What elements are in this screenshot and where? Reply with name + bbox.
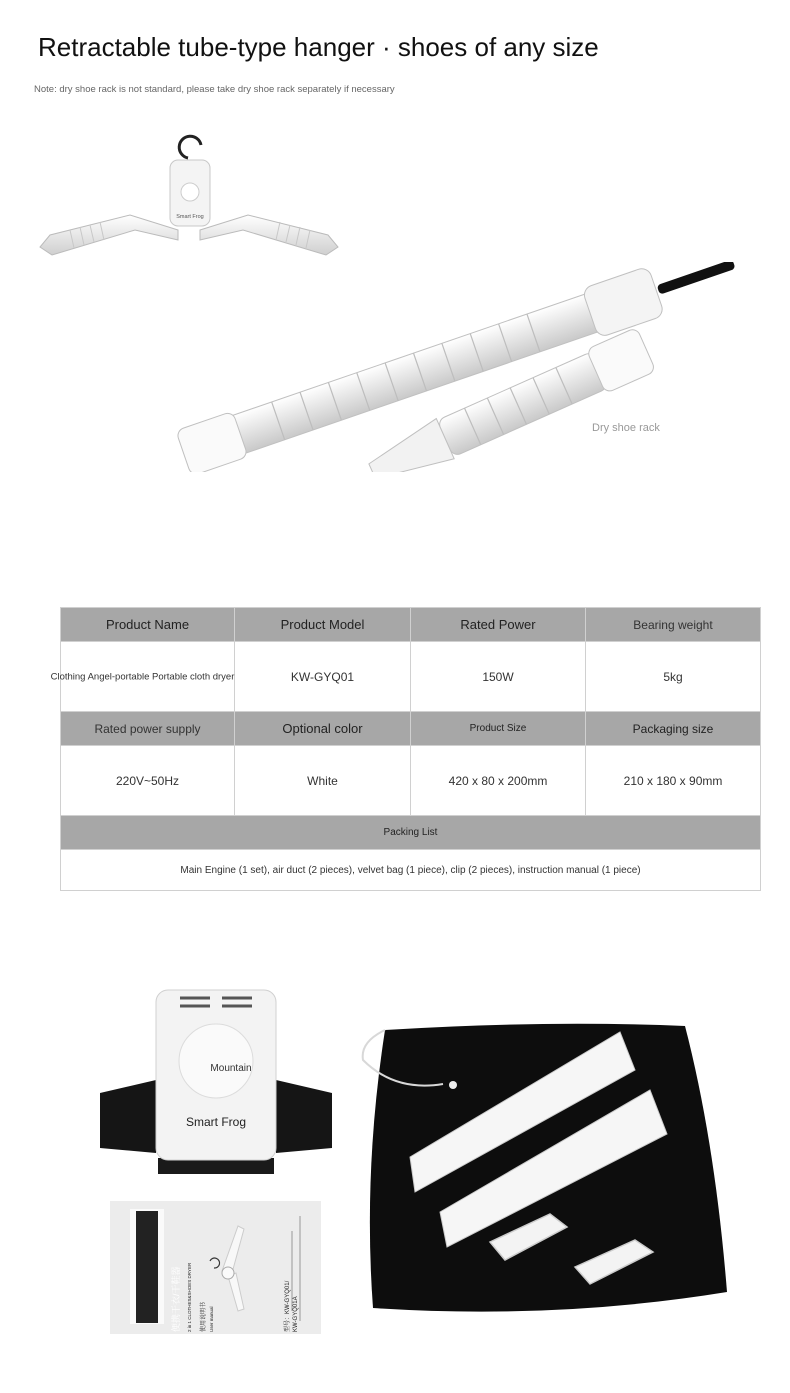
hanger-image xyxy=(30,120,350,265)
packaging-size-header: Packaging size xyxy=(586,712,761,746)
product-size-header: Product Size xyxy=(411,712,586,746)
product-name-value: Clothing Angel-portable Portable cloth dryer xyxy=(61,642,235,712)
note-text: Note: dry shoe rack is not standard, please take dry shoe rack separately if necessary xyxy=(34,84,395,95)
rated-power-header: Rated Power xyxy=(411,608,586,642)
rated-power-value: 150W xyxy=(411,642,586,712)
product-model-value: KW-GYQ01 xyxy=(235,642,411,712)
manual-title-text: 便携干衣/干鞋器 xyxy=(171,1266,181,1332)
manual-heading-en-text: User manual xyxy=(209,1306,214,1332)
bearing-weight-header: Bearing weight xyxy=(586,608,761,642)
manual-subtitle-text: 2 in 1 CLOTHES&SHOES DRYER xyxy=(187,1262,192,1332)
spec-table xyxy=(50,607,761,891)
packaging-size-value: 210 x 180 x 90mm xyxy=(586,746,761,816)
packing-value-row xyxy=(61,850,761,891)
rated-power-supply-value: 220V~50Hz xyxy=(61,746,235,816)
product-model-header: Product Model xyxy=(235,608,411,642)
hanger-brand-text: Smart Frog xyxy=(176,214,204,220)
engine-label-text: Mountain xyxy=(210,1063,252,1074)
product-size-value: 420 x 80 x 200mm xyxy=(411,746,586,816)
spec-value-row xyxy=(61,746,761,816)
shoe-rack-label: Dry shoe rack xyxy=(592,422,660,434)
manual-model2-text: KW-GYQ01A xyxy=(293,1296,299,1332)
page-title: Retractable tube-type hanger · shoes of any size xyxy=(38,32,599,62)
packing-list-value: Main Engine (1 set), air duct (2 pieces), velvet bag (1 piece), clip (2 pieces), instruction manual (1 piece) xyxy=(61,850,761,891)
product-name-header: Product Name xyxy=(61,608,235,642)
spec-value-row xyxy=(61,642,761,712)
engine-brand-text: Smart Frog xyxy=(185,1115,247,1129)
packing-header-row xyxy=(61,816,761,850)
spec-header-row xyxy=(61,712,761,746)
shoe-rack-image xyxy=(160,262,750,472)
packing-list-header: Packing List xyxy=(61,816,761,850)
bearing-weight-value: 5kg xyxy=(586,642,761,712)
spec-header-row xyxy=(61,608,761,642)
main-engine-image xyxy=(98,988,334,1178)
instruction-manual-image xyxy=(110,1201,321,1334)
velvet-bag-image xyxy=(355,1022,733,1320)
manual-heading-text: 使用说明书 xyxy=(201,1301,207,1332)
rated-power-supply-header: Rated power supply xyxy=(61,712,235,746)
manual-model-text: 型号：KW-GYQ01/ xyxy=(285,1280,291,1332)
optional-color-value: White xyxy=(235,746,411,816)
optional-color-header: Optional color xyxy=(235,712,411,746)
